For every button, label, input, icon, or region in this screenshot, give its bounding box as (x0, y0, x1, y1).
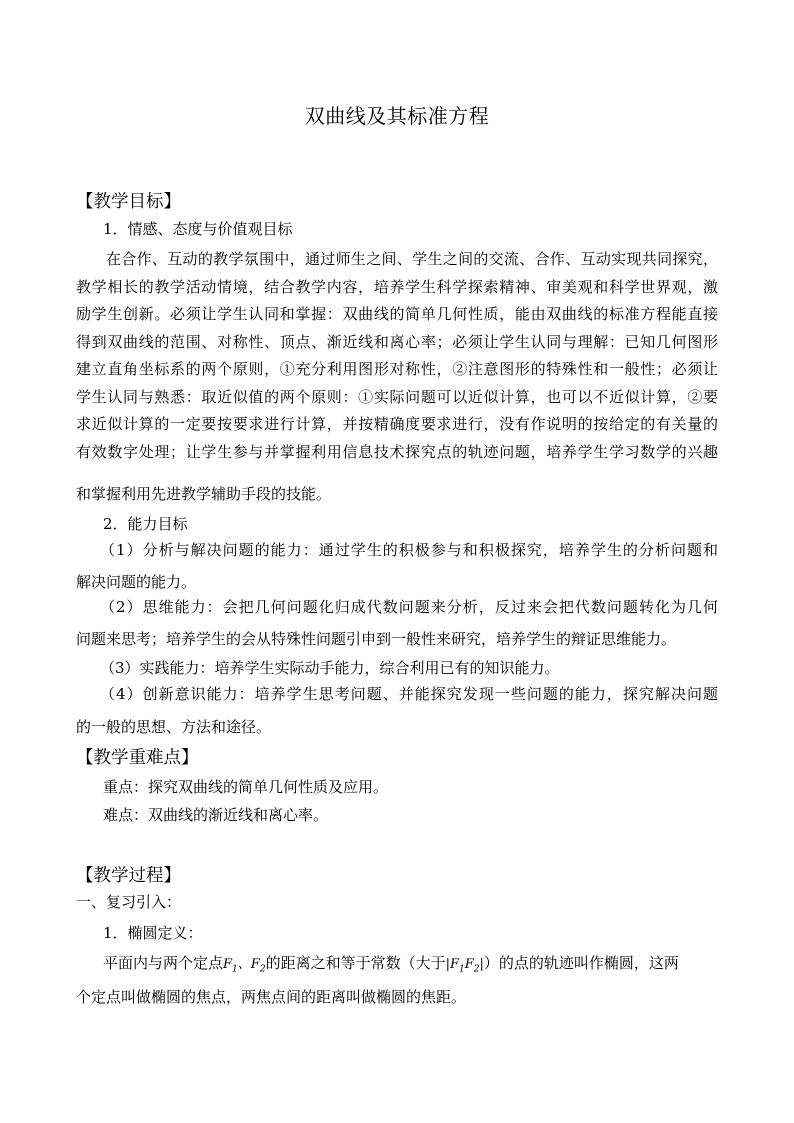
ability1-line-0: （1）分析与解决问题的能力：通过学生的积极参与和积极探究，培养学生的分析问题和 (100, 541, 718, 559)
abs-left-bar: | (445, 957, 450, 972)
ability4-line-1: 的一般的思想、方法和途径。 (76, 718, 272, 736)
para1-line-6: 求近似计算的一定要按要求进行计算，并按精确度要求进行，没有作说明的按给定的有关量的 (76, 415, 718, 433)
abs-f1-letter: F (449, 957, 459, 972)
para1-line-4: 建立直角坐标系的两个原则，①充分利用图形对称性，②注意图形的特殊性和一般性；必须让 (76, 360, 718, 378)
focus-f1 (223, 957, 238, 975)
para1-line-3: 得到双曲线的范围、对称性、顶点、渐近线和离心率；必须让学生认同与理解：已知几何图形 (76, 332, 718, 351)
page-title: 双曲线及其标准方程 (304, 104, 490, 128)
process-part1: 一、复习引入： (76, 893, 182, 911)
objectives-heading: 【教学目标】 (76, 192, 181, 212)
keypoints-difficult: 难点：双曲线的渐近线和离心率。 (103, 806, 329, 824)
f2-subscript: 2 (259, 964, 266, 975)
keypoints-heading: 【教学重难点】 (76, 748, 199, 768)
para1-line-1: 教学相长的教学活动情境，结合教学内容，培养学生科学探索精神、审美观和科学世界观，激 (76, 277, 718, 296)
para1-line-8: 和掌握利用先进教学辅助手段的技能。 (76, 485, 332, 503)
ability2-line-0: （2）思维能力：会把几何问题化归成代数问题来分析，反过来会把代数问题转化为几何 (100, 598, 718, 616)
abs-f1-subscript: 1 (459, 964, 465, 975)
ellipse-definition-line-1 (103, 952, 679, 975)
abs-right-bar: | (479, 957, 484, 972)
focus-f2 (250, 957, 266, 975)
abs-f1f2 (445, 957, 484, 975)
process-heading: 【教学过程】 (76, 866, 181, 886)
abs-f2-subscript: 2 (473, 964, 480, 975)
para1-line-5: 学生认同与熟悉：取近似值的两个原则：①实际问题可以近似计算，也可以不近似计算，②要 (76, 387, 718, 406)
comma: 、 (237, 957, 251, 972)
def-text-c: ）的点的轨迹叫作椭圆，这两 (483, 954, 679, 972)
def-text-a: 平面内与两个定点 (103, 954, 224, 972)
para1-line-2: 励学生创新。必须让学生认同和掌握：双曲线的简单几何性质，能由双曲线的标准方程能直接 (76, 305, 718, 323)
f1-subscript: 1 (232, 964, 238, 975)
ability3: （3）实践能力：培养学生实际动手能力，综合利用已有的知识能力。 (100, 659, 560, 677)
ellipse-definition-line-2: 个定点叫做椭圆的焦点，两焦点间的距离叫做椭圆的焦距。 (76, 988, 467, 1006)
para1-line-0: 在合作、互动的教学氛围中，通过师生之间、学生之间的交流、合作、互动实现共同探究， (106, 250, 718, 268)
objectives-sub1: 1．情感、态度与价值观目标 (103, 220, 293, 238)
para1-line-7: 有效数字处理；让学生参与并掌握利用信息技术探究点的轨迹问题，培养学生学习数学的兴趣 (76, 442, 718, 461)
abs-f2-letter: F (464, 957, 474, 972)
keypoints-key: 重点：探究双曲线的简单几何性质及应用。 (103, 778, 389, 796)
objectives-sub2: 2．能力目标 (103, 515, 188, 533)
ability4-line-0: （4）创新意识能力：培养学生思考问题、并能探究发现一些问题的能力，探究解决问题 (100, 685, 718, 703)
f1-letter: F (223, 957, 233, 972)
process-item1: 1．椭圆定义： (103, 924, 203, 942)
ability2-line-1: 问题来思考；培养学生的会从特殊性问题引申到一般性来研究，培养学生的辩证思维能力。 (76, 630, 677, 648)
def-text-b: 的距离之和等于常数（大于 (265, 954, 446, 972)
ability1-line-1: 解决问题的能力。 (76, 573, 197, 591)
f2-letter: F (250, 957, 260, 972)
